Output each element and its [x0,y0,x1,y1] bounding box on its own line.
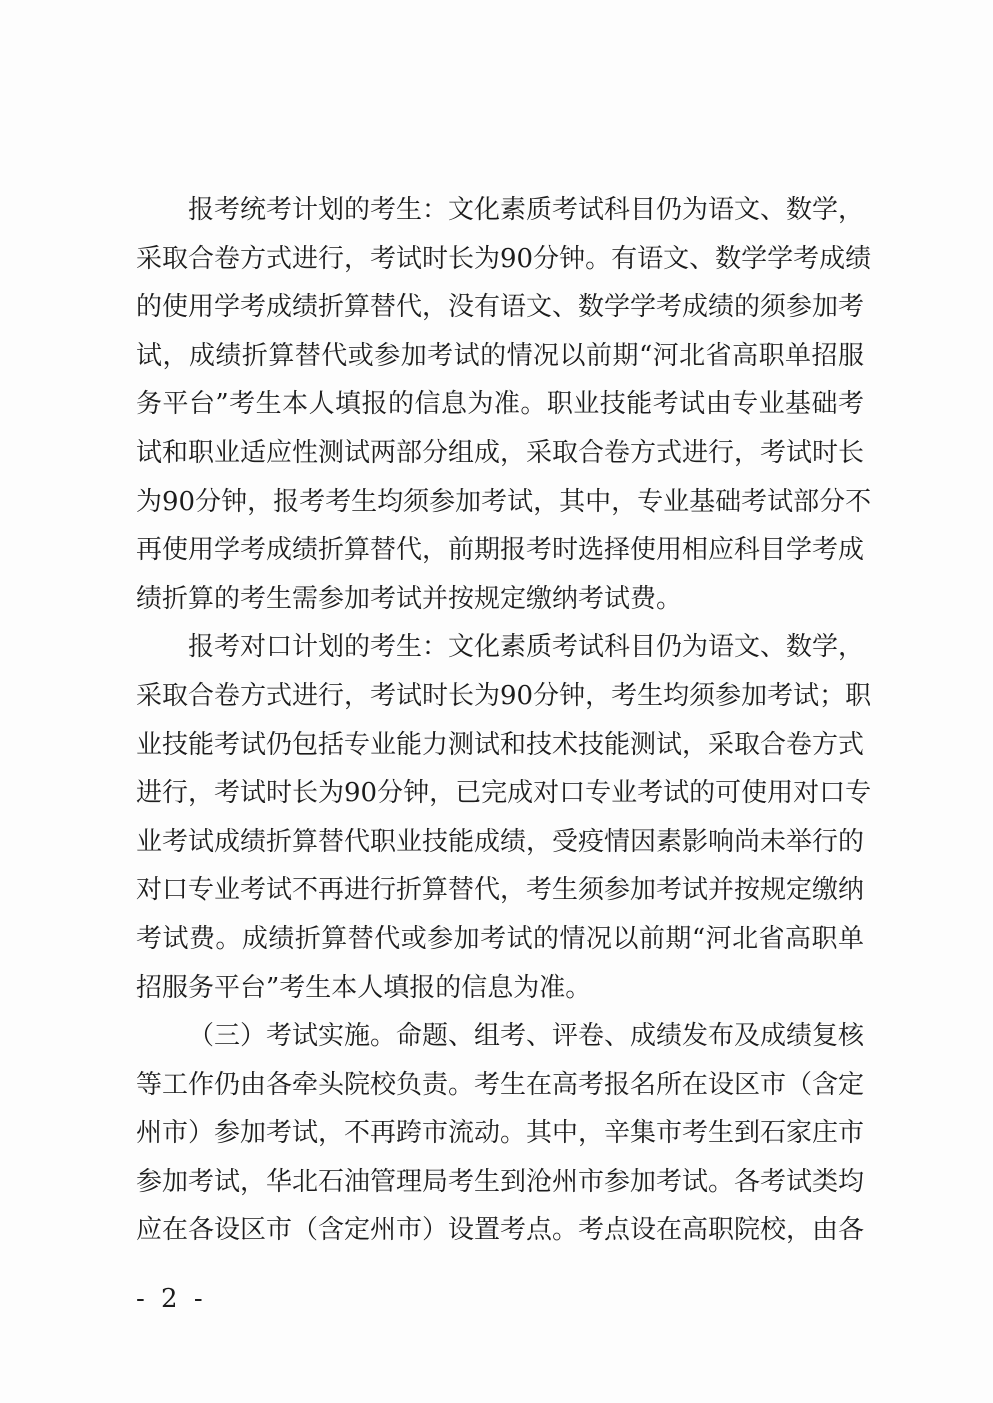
text-line: 州市）参加考试，不再跨市流动。其中，辛集市考生到石家庄市 [136,1118,865,1149]
text-line: 绩折算的考生需参加考试并按规定缴纳考试费。 [136,583,683,614]
text-line: 应在各设区市（含定州市）设置考点。考点设在高职院校，由各 [136,1215,865,1246]
document-body [136,186,872,1255]
text-line: 对口专业考试不再进行折算替代，考生须参加考试并按规定缴纳 [136,875,865,906]
text-line: 的使用学考成绩折算替代，没有语文、数学学考成绩的须参加考 [136,292,865,323]
text-line: 报考统考计划的考生：文化素质考试科目仍为语文、数学， [188,195,865,225]
text-line: 招服务平台”考生本人填报的信息为准。 [136,972,592,1003]
text-line: 采取合卷方式进行，考试时长为90分钟。有语文、数学学考成绩 [136,243,872,274]
text-line: 业技能考试仍包括专业能力测试和技术技能测试，采取合卷方式 [136,729,865,760]
text-line: 再使用学考成绩折算替代，前期报考时选择使用相应科目学考成 [136,535,865,566]
text-line: 采取合卷方式进行，考试时长为90分钟，考生均须参加考试；职 [136,680,872,711]
text-line: （三）考试实施。命题、组考、评卷、成绩发布及成绩复核 [188,1021,865,1052]
text-line: 试，成绩折算替代或参加考试的情况以前期“河北省高职单招服 [136,340,864,371]
text-line: 务平台”考生本人填报的信息为准。职业技能考试由专业基础考 [136,389,864,420]
text-line: 报考对口计划的考生：文化素质考试科目仍为语文、数学， [188,632,865,663]
text-line: 为90分钟，报考考生均须参加考试，其中，专业基础考试部分不 [136,486,872,517]
text-line: 参加考试，华北石油管理局考生到沧州市参加考试。各考试类均 [136,1166,865,1197]
text-line: 业考试成绩折算替代职业技能成绩，受疫情因素影响尚未举行的 [136,826,865,857]
page-number: - 2 - [136,1284,207,1314]
text-line: 考试费。成绩折算替代或参加考试的情况以前期“河北省高职单 [136,923,864,954]
text-line: 进行，考试时长为90分钟，已完成对口专业考试的可使用对口专 [136,778,872,809]
text-line: 试和职业适应性测试两部分组成，采取合卷方式进行，考试时长 [136,437,865,468]
text-line: 等工作仍由各牵头院校负责。考生在高考报名所在设区市（含定 [136,1069,865,1100]
